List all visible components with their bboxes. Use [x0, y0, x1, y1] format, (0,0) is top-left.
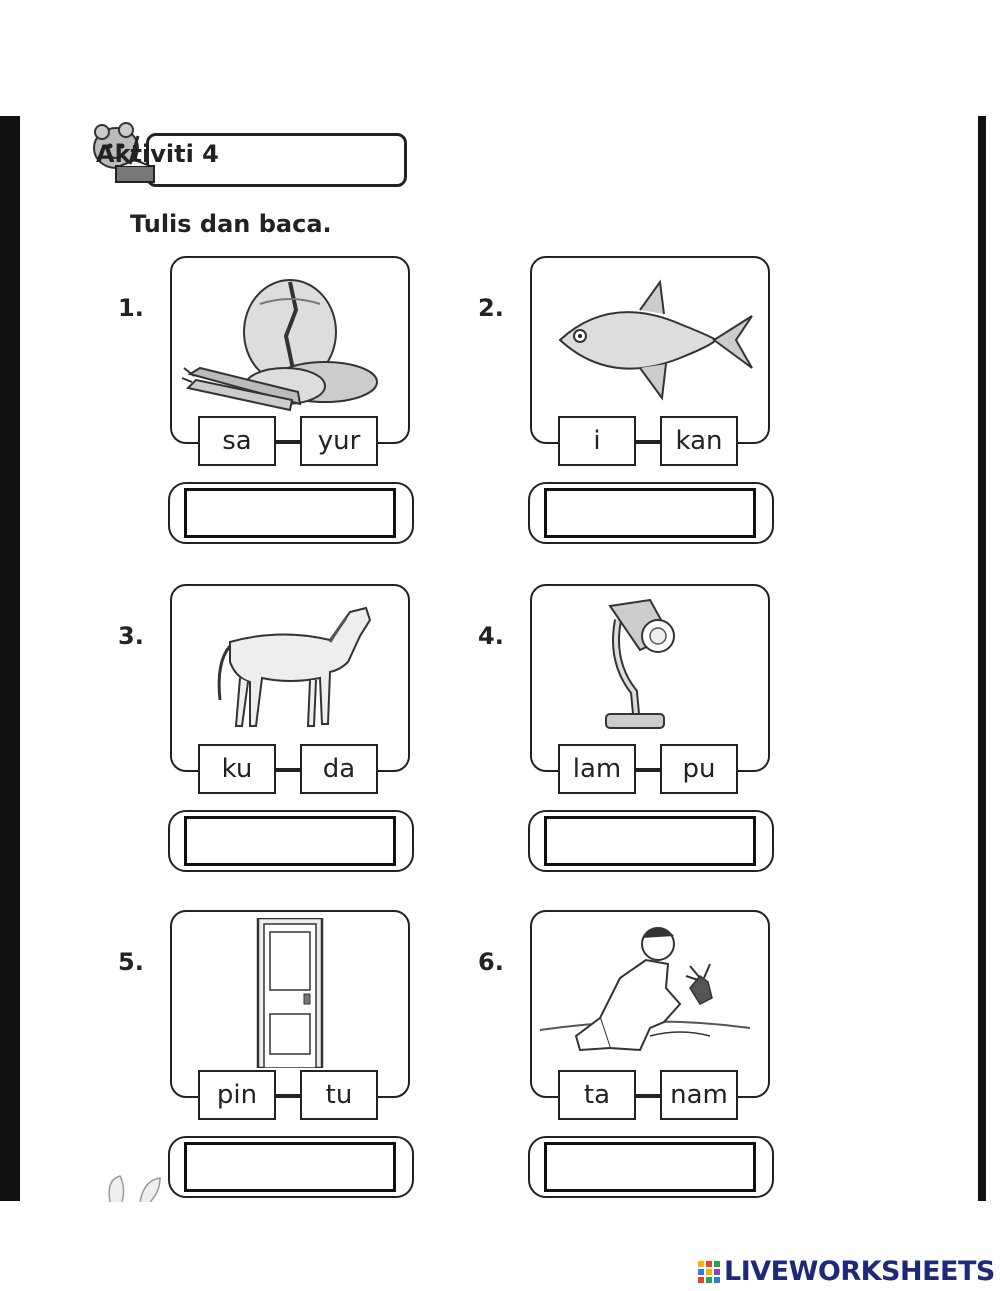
- item-number: 6.: [478, 948, 504, 976]
- syllable-box-1: i: [558, 416, 636, 466]
- syllable-connector: [636, 1094, 660, 1097]
- syllable-box-1: sa: [198, 416, 276, 466]
- answer-input-box[interactable]: [544, 1142, 756, 1192]
- boy-planting-picture: [540, 918, 760, 1068]
- answer-frame: [168, 810, 414, 872]
- exercise-item-2: [478, 256, 838, 556]
- exercise-item-3: [118, 584, 478, 884]
- bunny-ears-decoration: [100, 1174, 170, 1202]
- right-border-bar: [978, 116, 986, 1201]
- door-picture: [180, 918, 400, 1068]
- syllable-box-1: ta: [558, 1070, 636, 1120]
- left-border-bar: [0, 116, 20, 1201]
- syllable-box-2: yur: [300, 416, 378, 466]
- item-number: 1.: [118, 294, 144, 322]
- brand-name: LIVEWORKSHEETS: [724, 1256, 995, 1287]
- answer-input-box[interactable]: [184, 488, 396, 538]
- item-number: 3.: [118, 622, 144, 650]
- answer-frame: [168, 482, 414, 544]
- syllable-connector: [636, 440, 660, 443]
- instruction-text: Tulis dan baca.: [130, 210, 332, 238]
- syllable-connector: [276, 1094, 300, 1097]
- answer-frame: [528, 482, 774, 544]
- answer-frame: [528, 1136, 774, 1198]
- syllable-box-2: nam: [660, 1070, 738, 1120]
- answer-frame: [168, 1136, 414, 1198]
- answer-frame: [528, 810, 774, 872]
- syllable-box-1: lam: [558, 744, 636, 794]
- fish-picture: [540, 264, 760, 414]
- desk-lamp-picture: [540, 592, 760, 742]
- answer-input-box[interactable]: [544, 488, 756, 538]
- answer-input-box[interactable]: [184, 816, 396, 866]
- liveworksheets-logo: [698, 1256, 995, 1287]
- syllable-box-1: ku: [198, 744, 276, 794]
- vegetables-picture: [180, 264, 400, 414]
- syllable-connector: [276, 768, 300, 771]
- syllable-box-2: da: [300, 744, 378, 794]
- item-number: 4.: [478, 622, 504, 650]
- exercise-item-6: [478, 910, 838, 1210]
- liveworksheets-grid-icon: [698, 1261, 720, 1283]
- item-number: 2.: [478, 294, 504, 322]
- syllable-box-2: pu: [660, 744, 738, 794]
- horse-picture: [180, 592, 400, 742]
- syllable-connector: [276, 440, 300, 443]
- exercise-item-1: [118, 256, 478, 556]
- answer-input-box[interactable]: [544, 816, 756, 866]
- syllable-box-1: pin: [198, 1070, 276, 1120]
- activity-title: Aktiviti 4: [96, 140, 219, 168]
- answer-input-box[interactable]: [184, 1142, 396, 1192]
- exercise-item-4: [478, 584, 838, 884]
- syllable-box-2: kan: [660, 416, 738, 466]
- exercise-item-5: [118, 910, 478, 1210]
- syllable-box-2: tu: [300, 1070, 378, 1120]
- item-number: 5.: [118, 948, 144, 976]
- syllable-connector: [636, 768, 660, 771]
